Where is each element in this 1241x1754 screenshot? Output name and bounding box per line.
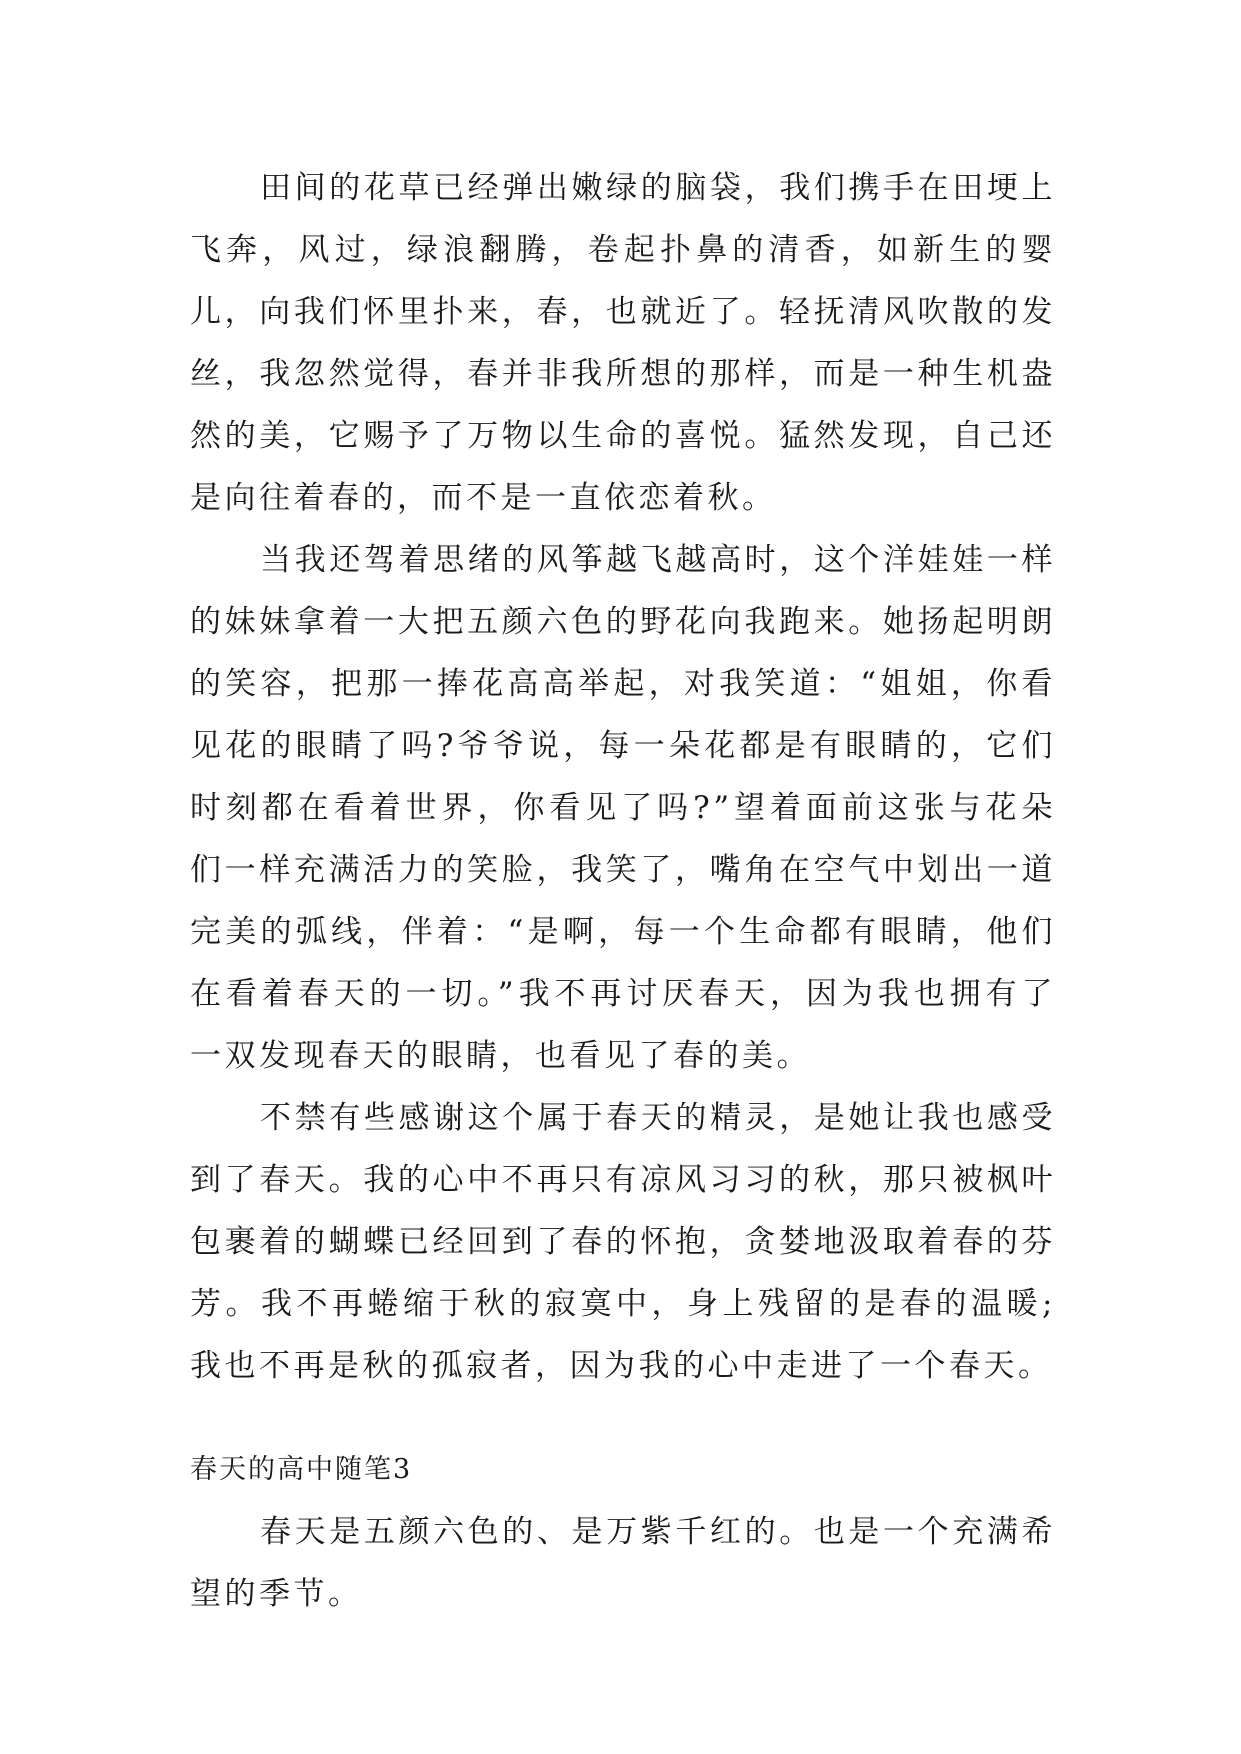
paragraph-1: 田间的花草已经弹出嫩绿的脑袋，我们携手在田埂上飞奔，风过，绿浪翻腾，卷起扑鼻的清香，如新生的婴儿，向我们怀里扑来，春，也就近了。轻抚清风吹散的发丝，我忽然觉得，春并非我所想的那样，而是一种生机盎然的美，它赐予了万物以生命的喜悦。猛然发现，自己还是向往着春的，而不是一直依恋着秋。 (190, 170, 1056, 516)
paragraph-2: 当我还驾着思绪的风筝越飞越高时，这个洋娃娃一样的妹妹拿着一大把五颜六色的野花向我跑来。她扬起明朗的笑容，把那一捧花高高举起，对我笑道：“姐姐，你看见花的眼睛了吗?爷爷说，每一朵花都是有眼睛的，它们时刻都在看着世界，你看见了吗?”望着面前这张与花朵们一样充满活力的笑脸，我笑了，嘴角在空气中划出一道完美的弧线，伴着：“是啊，每一个生命都有眼睛，他们在看着春天的一切。”我不再讨厌春天，因为我也拥有了一双发现春天的眼睛，也看见了春的美。 (190, 542, 1056, 1074)
paragraph-4: 春天是五颜六色的、是万紫千红的。也是一个充满希望的季节。 (190, 1514, 1056, 1612)
paragraph-3: 不禁有些感谢这个属于春天的精灵，是她让我也感受到了春天。我的心中不再只有凉风习习的秋，那只被枫叶包裹着的蝴蝶已经回到了春的怀抱，贪婪地汲取着春的芬芳。我不再蜷缩于秋的寂寞中，身上残留的是春的温暖;我也不再是秋的孤寂者，因为我的心中走进了一个春天。 (190, 1100, 1056, 1384)
document-body (190, 157, 1056, 1625)
section-heading: 春天的高中随笔3 (190, 1454, 413, 1485)
